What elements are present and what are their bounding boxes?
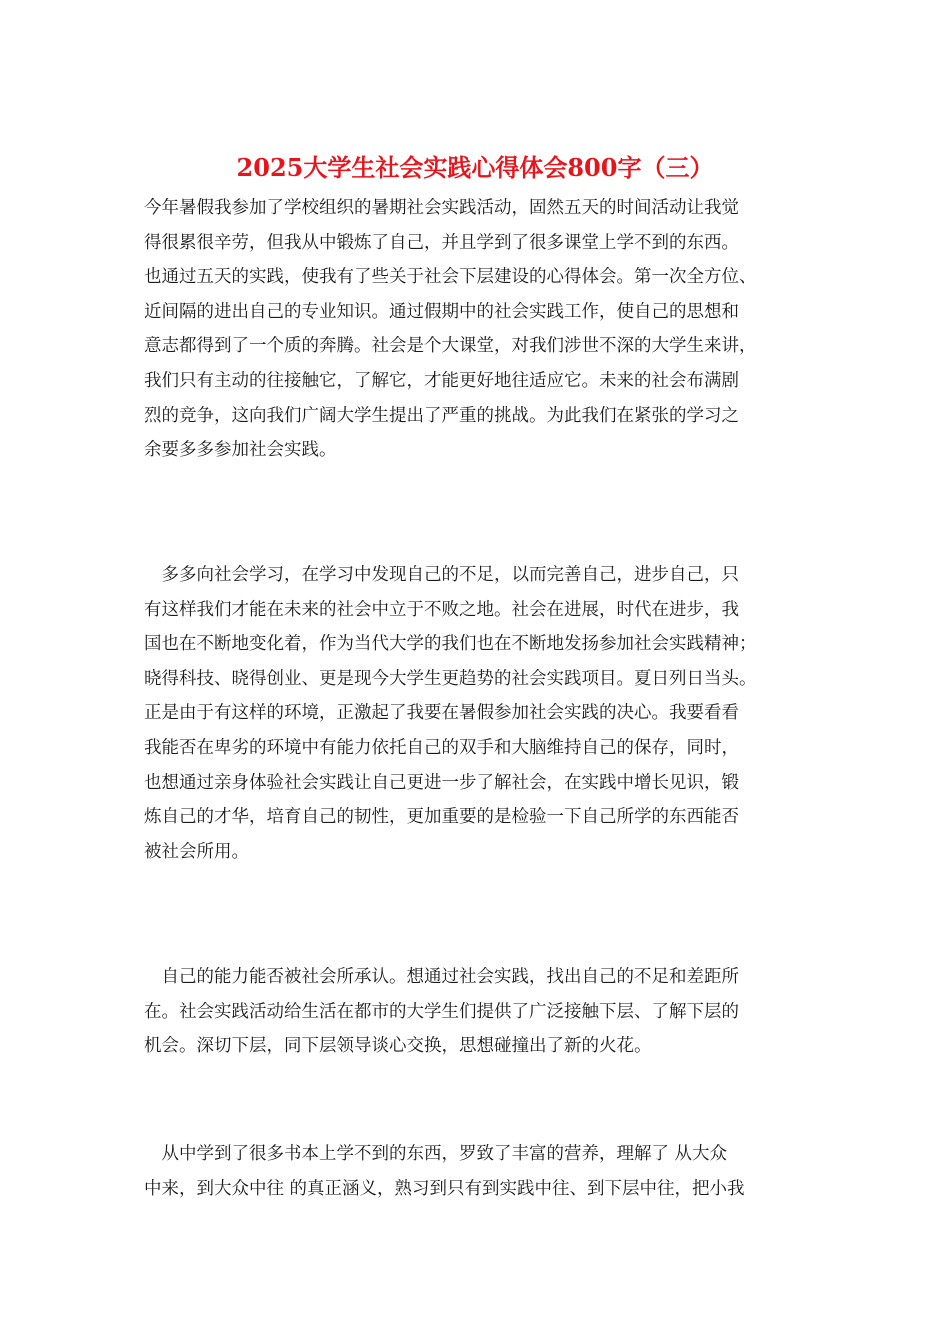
text-line: 也想通过亲身体验社会实践让自己更进一步了解社会，在实践中增长见识，锻: [144, 772, 739, 793]
text-line: 在。社会实践活动给生活在都市的大学生们提供了广泛接触下层、了解下层的: [144, 1001, 739, 1022]
text-line: 多多向社会学习，在学习中发现自己的不足，以而完善自己，进步自己，只: [144, 565, 739, 585]
document-title: 2025大学生社会实践心得体会800字（三）: [236, 153, 714, 182]
text-line: 我们只有主动的往接触它，了解它，才能更好地往适应它。未来的社会布满剧: [144, 370, 739, 391]
paragraph-2: [144, 558, 812, 869]
text-line: 近间隔的进出自己的专业知识。通过假期中的社会实践工作，使自己的思想和: [144, 301, 739, 322]
text-line: 我能否在卑劣的环境中有能力依托自己的双手和大脑维持自己的保存，同时，: [144, 737, 739, 758]
text-line: 炼自己的才华，培育自己的韧性，更加重要的是检验一下自己所学的东西能否: [144, 807, 739, 828]
text-line: 中来，到大众中往 的真正涵义，熟习到只有到实践中往、到下层中往，把小我: [144, 1178, 745, 1199]
text-line: 意志都得到了一个质的奔腾。社会是个大课堂，对我们涉世不深的大学生来讲，: [144, 336, 757, 357]
text-line: 国也在不断地变化着，作为当代大学的我们也在不断地发扬参加社会实践精神；: [144, 634, 757, 655]
text-line: 也通过五天的实践，使我有了些关于社会下层建设的心得体会。第一次全方位、: [144, 267, 757, 288]
paragraph-3: [144, 960, 812, 1064]
text-line: 从中学到了很多书本上学不到的东西，罗致了丰富的营养，理解了 从大众: [144, 1144, 728, 1164]
paragraph-4: [144, 1137, 812, 1206]
text-line: 今年暑假我参加了学校组织的暑期社会实践活动，固然五天的时间活动让我觉: [144, 198, 739, 218]
text-line: 自己的能力能否被社会所承认。想通过社会实践，找出自己的不足和差距所: [144, 967, 739, 987]
text-line: 晓得科技、晓得创业、更是现今大学生更趋势的社会实践项目。夏日列日当头。: [144, 668, 757, 689]
text-line: 正是由于有这样的环境，正激起了我要在暑假参加社会实践的决心。我要看看: [144, 703, 739, 724]
text-line: 有这样我们才能在未来的社会中立于不败之地。社会在进展，时代在进步，我: [144, 599, 739, 620]
text-line: 得很累很辛劳，但我从中锻炼了自己，并且学到了很多课堂上学不到的东西。: [144, 232, 739, 253]
text-line: 余要多多参加社会实践。: [144, 440, 337, 461]
text-line: 被社会所用。: [144, 841, 249, 862]
paragraph-1: [144, 191, 812, 468]
text-line: 机会。深切下层，同下层领导谈心交换，思想碰撞出了新的火花。: [144, 1036, 652, 1057]
text-line: 烈的竞争，这向我们广阔大学生提出了严重的挑战。为此我们在紧张的学习之: [144, 405, 739, 426]
